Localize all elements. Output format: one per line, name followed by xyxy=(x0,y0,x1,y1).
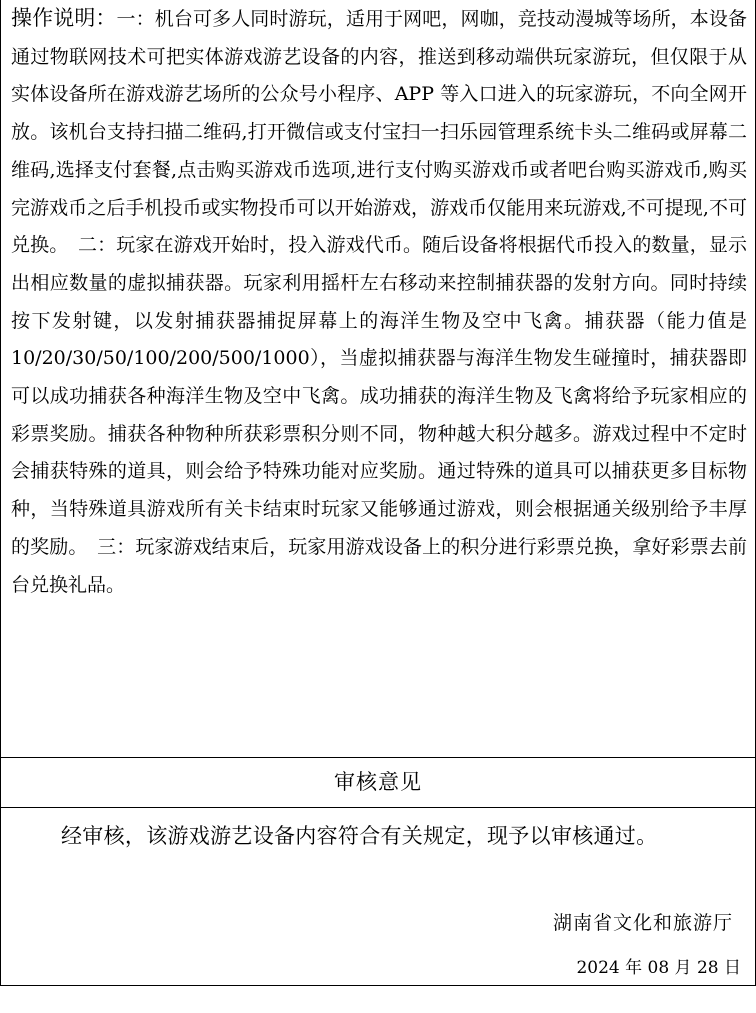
issuing-authority: 湖南省文化和旅游厅 xyxy=(552,912,733,934)
operation-description-text: 一：机台可多人同时游玩，适用于网吧，网咖，竞技动漫城等场所，本设备通过物联网技术可把实体游戏游艺设备的内容，推送到移动端供玩家游玩，但仅限于从实体设备所在游戏游艺场所的公众号小程序、APP 等入口进入的玩家游玩，不向全网开放。该机台支持扫描二维码,打开微信或支付宝扫一扫乐园管理系统卡头二维码或屏幕二维码,选择支付套餐,点击购买游戏币选项,进行支付购买游戏币或者吧台购买游戏币,购买完游戏币之后手机投币或实物投币可以开始游戏，游戏币仅能用来玩游戏,不可提现,不可兑换。 二：玩家在游戏开始时，投入游戏代币。随后设备将根据代币投入的数量，显示出相应数量的虚拟捕获器。玩家利用摇杆左右移动来控制捕获器的发射方向。同时持续按下发射键，以发射捕获器捕捉屏幕上的海洋生物及空中飞禽。捕获器（能力值是10/20/30/50/100/200/500/1000），当虚拟捕获器与海洋生物发生碰撞时，捕获器即可以成功捕获各种海洋生物及空中飞禽。成功捕获的海洋生物及飞禽将给予玩家相应的彩票奖励。捕获各种物种所获彩票积分则不同，物种越大积分越多。游戏过程中不定时会捕获特殊的道具，则会给予特殊功能对应奖励。通过特殊的道具可以捕获更多目标物种，当特殊道具游戏所有关卡结束时玩家又能够通过游戏，则会根据通关级别给予丰厚的奖励。 三：玩家游戏结束后，玩家用游戏设备上的积分进行彩票兑换，拿好彩票去前台兑换礼品。 xyxy=(11,8,747,596)
table-divider xyxy=(1,807,755,808)
review-opinion-text: 经审核，该游戏游艺设备内容符合有关规定，现予以审核通过。 xyxy=(61,824,658,848)
table-divider xyxy=(1,757,755,758)
review-date: 2024 年 08 月 28 日 xyxy=(576,958,741,978)
review-heading: 审核意见 xyxy=(334,770,422,794)
operation-description-label: 操作说明： xyxy=(11,6,117,30)
operation-description xyxy=(11,0,747,604)
